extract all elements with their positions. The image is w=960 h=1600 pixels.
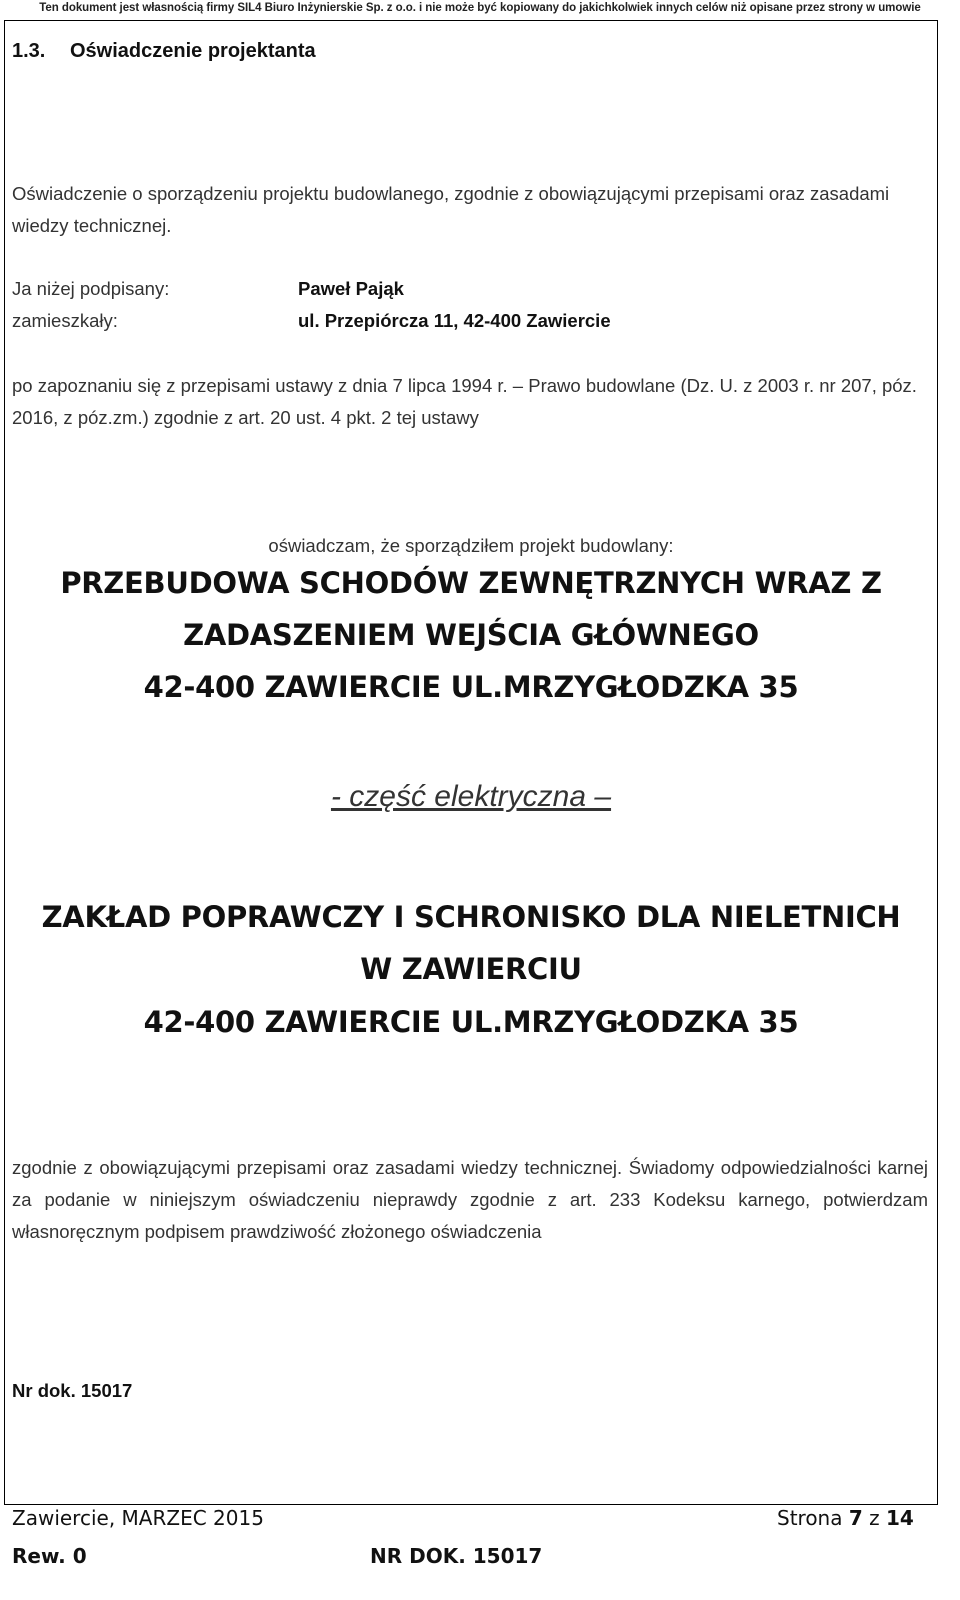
page-total: 14 [886,1506,914,1530]
footer-revision: Rew. 0 [12,1544,87,1568]
designer-address-label: zamieszkały: [12,310,118,331]
footer-doc-number: NR DOK. 15017 [370,1544,543,1568]
page-current: 7 [848,1506,863,1530]
project-title-line-1: PRZEBUDOWA SCHODÓW ZEWNĘTRZNYCH WRAZ Z [60,566,882,600]
law-reference-paragraph: po zapoznaniu się z przepisami ustawy z dnia 7 lipca 1994 r. – Prawo budowlane (Dz. U. z 2003 r. nr 207, póz. 2016, z póz.zm.) zgodnie z art. 20 ust. 4 pkt. 2 tej ustawy [12,375,917,428]
ownership-notice: Ten dokument jest własnością firmy SIL4 Biuro Inżynierskie Sp. z o.o. i nie może być kopiowany do jakichkolwiek innych celów niż opisane przez strony w umowie [39,2,921,14]
designer-name: Paweł Pająk [298,278,404,299]
section-number: 1.3. [12,40,46,62]
section-title: Oświadczenie projektanta [70,40,316,62]
footer-place-date: Zawiercie, MARZEC 2015 [12,1506,264,1530]
intro-paragraph: Oświadczenie o sporządzeniu projektu budowlanego, zgodnie z obowiązującymi przepisami oraz zasadami wiedzy technicznej. [12,183,890,236]
page-separator: z [869,1506,880,1530]
project-title-line-2: ZADASZENIEM WEJŚCIA GŁÓWNEGO [183,618,759,652]
declaration-text: oświadczam, że sporządziłem projekt budowlany: [268,535,674,556]
footer-page-indicator [777,1506,914,1530]
designer-name-label: Ja niżej podpisany: [12,278,170,299]
facility-address: 42-400 ZAWIERCIE UL.MRZYGŁODZKA 35 [143,1005,799,1039]
project-part-label: - część elektryczna – [330,780,612,813]
document-number: Nr dok. 15017 [12,1380,133,1401]
facility-name-line-1: ZAKŁAD POPRAWCZY I SCHRONISKO DLA NIELETNICH [41,900,901,934]
section-heading [12,40,316,63]
designer-address: ul. Przepiórcza 11, 42-400 Zawiercie [298,310,611,331]
facility-name-line-2: W ZAWIERCIU [360,952,582,986]
page-frame [4,20,938,1505]
page-prefix: Strona [777,1506,843,1530]
project-address: 42-400 ZAWIERCIE UL.MRZYGŁODZKA 35 [143,670,799,704]
closing-paragraph: zgodnie z obowiązującymi przepisami oraz zasadami wiedzy technicznej. Świadomy odpowiedzialności karnej za podanie w niniejszym oświadczeniu nieprawdy zgodnie z art. 233 Kodeksu karnego, potwierdzam własnoręcznym podpisem prawdziwość złożonego oświadczenia [12,1157,928,1242]
